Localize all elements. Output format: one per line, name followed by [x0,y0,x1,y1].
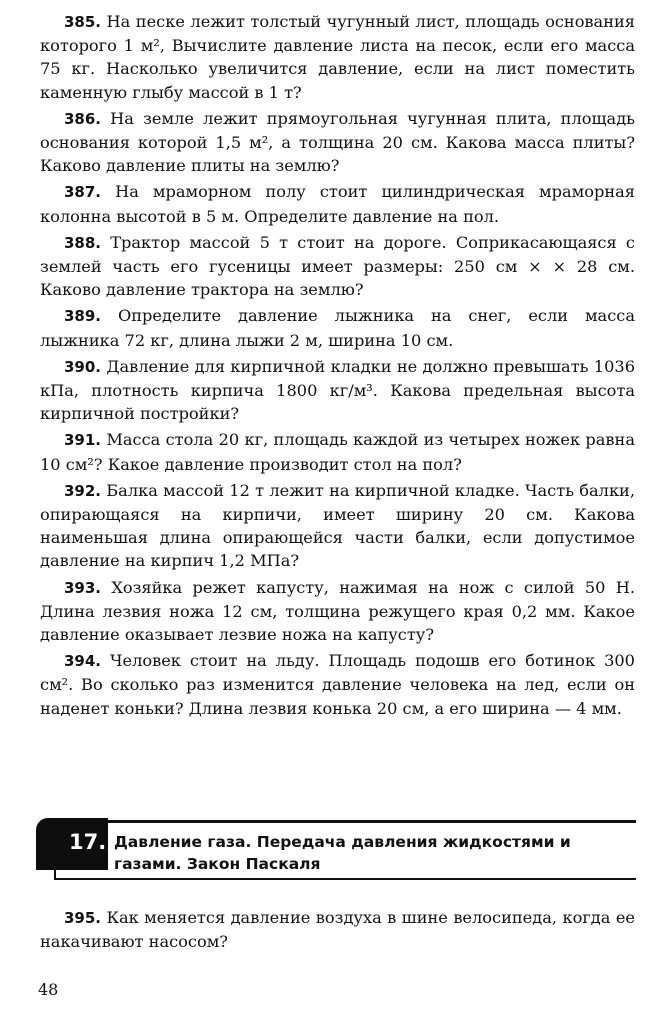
header-top-rule [108,820,636,823]
problem-386: 386. На земле лежит прямоугольная чугунная плита, площадь основания которой 1,5 м², а толщина 20 см. Какова масса плиты? Каково давление плиты на землю? [40,108,635,176]
problem-391: 391. Масса стола 20 кг, площадь каждой из четырех ножек равна 10 см²? Какое давление производит стол на пол? [40,430,635,474]
header-bottom-rule [54,878,636,880]
section-number-badge [36,818,108,870]
problem-390: 390. Давление для кирпичной кладки не должно превышать 1036 кПа, плотность кирпича 1800 кг/м³. Какова предельная высота кирпичной постройки? [40,356,635,424]
section-header [36,818,636,888]
problem-394: 394. Человек стоит на льду. Площадь подошв его ботинок 300 см². Во сколько раз изменится давление человека на лед, если он наденет коньки? Длина лезвия конька 20 см, а его ширина — 4 мм. [40,651,635,718]
problem-list-2 [40,906,635,956]
problem-395: 395. Как меняется давление воздуха в шине велосипеда, когда ее накачивают насосом? [40,908,635,952]
problem-list [40,10,635,723]
problem-385: 385. На песке лежит толстый чугунный лист, площадь основания которого 1 м², Вычислите давление листа на песок, если его масса 75 кг. Насколько увеличится давление, если на лист поместить каменную глыбу массой в 1 т? [40,12,635,102]
problem-389: 389. Определите давление лыжника на снег, если масса лыжника 72 кг, длина лыжи 2 м, ширина 10 см. [40,306,635,350]
problem-392: 392. Балка массой 12 т лежит на кирпичной кладке. Часть балки, опирающаяся на кирпичи, имеет ширину 20 см. Какова наименьшая длина опирающейся части балки, если допустимое давление на кирпич 1,2 МПа? [40,480,635,571]
section-title: Давление газа. Передача давления жидкостями и газами. Закон Паскаля [114,833,571,873]
problem-393: 393. Хозяйка режет капусту, нажимая на нож с силой 50 Н. Длина лезвия ножа 12 см, толщина режущего края 0,2 мм. Какое давление оказывает лезвие ножа на капусту? [40,577,635,645]
section-number: 17. [69,830,107,854]
page-number: 48 [38,980,59,999]
problem-388: 388. Трактор массой 5 т стоит на дороге. Соприкасающаяся с землей часть его гусеницы имеет размеры: 250 см × × 28 см. Каково давление трактора на землю? [40,232,635,300]
problem-387: 387. На мраморном полу стоит цилиндрическая мраморная колонна высотой в 5 м. Определите давление на пол. [40,182,635,226]
